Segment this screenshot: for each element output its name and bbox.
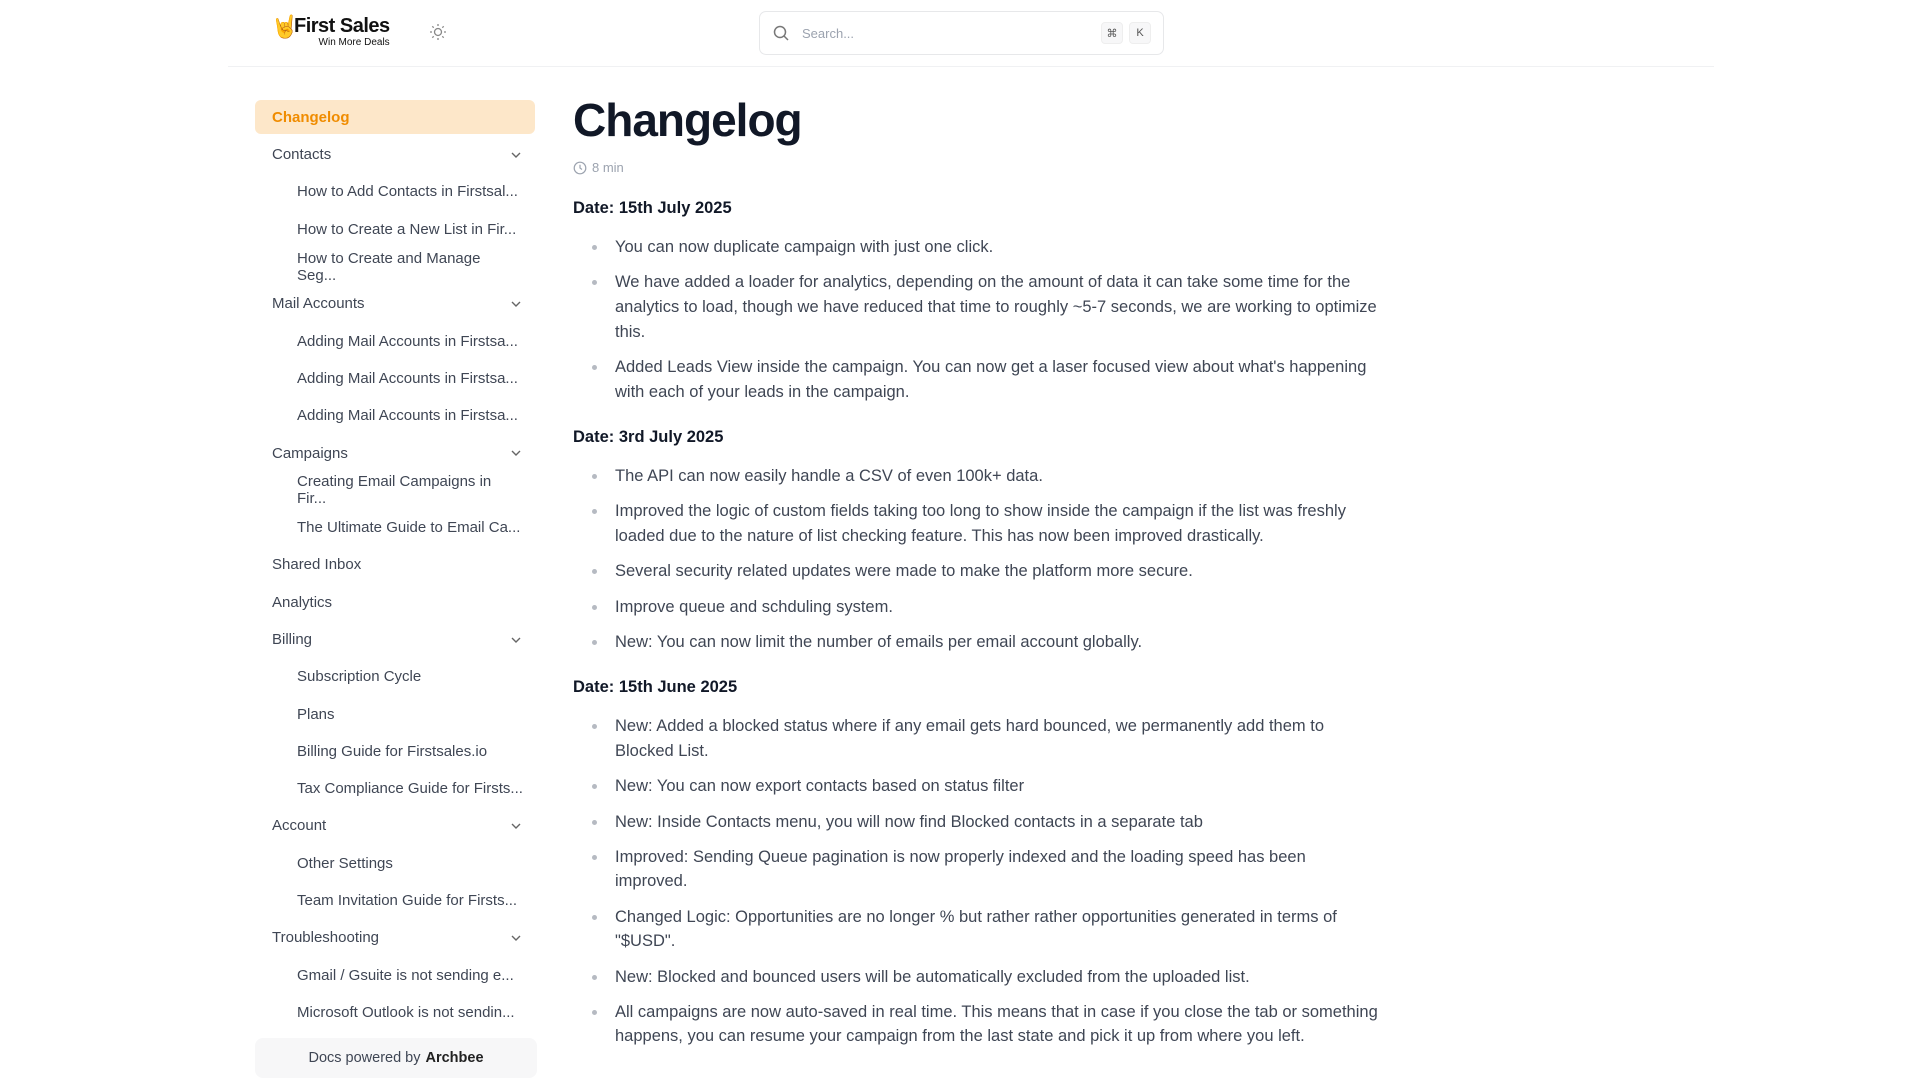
page-title: Changelog	[573, 94, 802, 146]
search-icon	[772, 24, 790, 42]
search-placeholder: Search...	[802, 25, 855, 41]
sidebar-item-label: Billing	[272, 631, 313, 648]
sidebar-item-label: Campaigns	[272, 444, 348, 462]
changelog-list	[573, 464, 1378, 654]
sidebar-item-label: Changelog	[272, 108, 350, 126]
list-item: The API can now easily handle a CSV of even 100k+ data.	[573, 464, 1378, 489]
sidebar-item[interactable]	[255, 807, 535, 844]
sidebar-item-label: Mail Accounts	[272, 295, 365, 313]
sidebar-item[interactable]	[255, 621, 535, 658]
list-item: Added Leads View inside the campaign. You can now get a laser focused view about what's happening with each of your leads in the campaign.	[573, 355, 1378, 404]
main-content	[573, 92, 1378, 1060]
sidebar-item[interactable]	[255, 882, 535, 919]
kbd-k: K	[1129, 22, 1151, 44]
logo-title: First Sales	[294, 15, 390, 37]
sidebar-item[interactable]	[255, 248, 535, 285]
sun-icon[interactable]	[428, 22, 448, 42]
sidebar-item-label: Troubleshooting	[272, 929, 380, 947]
powered-prefix: Docs powered by	[308, 1050, 421, 1066]
sidebar-item-label: Other Settings	[297, 854, 393, 872]
sidebar-item[interactable]	[255, 733, 535, 770]
sidebar-item-label: Gmail / Gsuite is not sending e...	[297, 966, 514, 984]
sidebar-item-label: Shared Inbox	[272, 556, 362, 574]
search-input[interactable]	[759, 11, 1164, 55]
sidebar-item-label: Adding Mail Accounts in Firstsa...	[297, 407, 518, 425]
list-item: Improved the logic of custom fields taking too long to show inside the campaign if the list was freshly loaded due to the nature of list checking feature. This has now been improved drastically.	[573, 499, 1378, 548]
kbd-cmd: ⌘	[1101, 22, 1123, 44]
sidebar-item[interactable]	[255, 509, 535, 546]
read-time-text: 8 min	[592, 160, 624, 175]
list-item: Improve queue and schduling system.	[573, 595, 1378, 620]
list-item: Several security related updates were made to make the platform more secure.	[573, 559, 1378, 584]
sidebar-item[interactable]	[255, 994, 535, 1031]
list-item: All campaigns are now auto-saved in real time. This means that in case if you close the tab or something happens, you can resume your campaign from the last state and pick it up from where you left.	[573, 1000, 1378, 1049]
sidebar-item-label: How to Add Contacts in Firstsal...	[297, 183, 518, 201]
sidebar-item[interactable]	[255, 136, 535, 173]
sidebar-item[interactable]	[255, 957, 535, 994]
sidebar-item[interactable]	[255, 770, 535, 807]
sidebar-item-label: Microsoft Outlook is not sendin...	[297, 1003, 515, 1021]
changelog-date: Date: 15th June 2025	[573, 678, 738, 697]
sidebar-item-label: Plans	[297, 705, 335, 723]
sidebar-item-label: Tax Compliance Guide for Firsts...	[297, 780, 523, 798]
sidebar-item[interactable]	[255, 546, 535, 583]
sidebar-item[interactable]	[255, 845, 535, 882]
sidebar-item-label: Contacts	[272, 146, 332, 164]
chevron-down-icon[interactable]	[509, 297, 523, 311]
powered-by-footer[interactable]	[255, 1038, 537, 1078]
sidebar-item[interactable]	[255, 322, 535, 359]
sidebar-item[interactable]	[255, 285, 535, 322]
sidebar-item-label: Analytics	[272, 593, 333, 611]
list-item: New: Inside Contacts menu, you will now find Blocked contacts in a separate tab	[573, 810, 1378, 835]
sidebar-item-label: Team Invitation Guide for Firsts...	[297, 892, 518, 910]
sidebar-item-label: Subscription Cycle	[297, 668, 422, 686]
sidebar-item-label: Account	[272, 817, 327, 835]
sidebar-item[interactable]	[255, 211, 535, 248]
powered-brand: Archbee	[425, 1050, 484, 1066]
sidebar-item[interactable]	[255, 100, 535, 134]
sidebar-item-label: How to Create a New List in Fir...	[297, 220, 517, 238]
clock-icon	[573, 161, 587, 175]
list-item: New: Blocked and bounced users will be automatically excluded from the uploaded list.	[573, 965, 1378, 990]
sidebar-item-label: Creating Email Campaigns in Fir...	[297, 473, 492, 508]
list-item: New: You can now limit the number of emails per email account globally.	[573, 630, 1378, 655]
list-item: You can now duplicate campaign with just one click.	[573, 235, 1378, 260]
sidebar-item-label: How to Create and Manage Seg...	[297, 249, 481, 284]
sidebar-item[interactable]	[255, 397, 535, 434]
sidebar-item-label: The Ultimate Guide to Email Ca...	[297, 519, 521, 537]
sidebar-item[interactable]	[255, 173, 535, 210]
rock-hand-icon: 🤘	[271, 14, 299, 39]
logo[interactable]	[271, 16, 390, 48]
changelog-list	[573, 714, 1378, 1049]
changelog-date: Date: 15th July 2025	[573, 199, 732, 217]
chevron-down-icon[interactable]	[509, 931, 523, 945]
sidebar-item[interactable]	[255, 695, 535, 732]
sidebar-item[interactable]	[255, 472, 535, 509]
list-item: Improved: Sending Queue pagination is now properly indexed and the loading speed has been improved.	[573, 845, 1378, 894]
sidebar-item-label: Billing Guide for Firstsales.io	[297, 742, 488, 760]
chevron-down-icon[interactable]	[509, 633, 523, 647]
sidebar-item[interactable]	[255, 919, 535, 956]
sidebar-item[interactable]	[255, 584, 535, 621]
chevron-down-icon[interactable]	[509, 446, 523, 460]
list-item: Changed Logic: Opportunities are no longer % but rather rather opportunities generated in terms of "$USD".	[573, 905, 1378, 954]
changelog-date: Date: 3rd July 2025	[573, 428, 724, 447]
top-header	[228, 0, 1714, 67]
sidebar-nav	[255, 100, 535, 1031]
logo-tagline: Win More Deals	[318, 37, 390, 48]
chevron-down-icon[interactable]	[509, 819, 523, 833]
list-item: New: Added a blocked status where if any email gets hard bounced, we permanently add them to Blocked List.	[573, 714, 1378, 763]
read-time	[573, 160, 1378, 175]
sidebar-item-label: Adding Mail Accounts in Firstsa...	[297, 332, 518, 350]
changelog-list	[573, 235, 1378, 404]
list-item: New: You can now export contacts based on status filter	[573, 774, 1378, 799]
chevron-down-icon[interactable]	[509, 148, 523, 162]
sidebar-item-label: Adding Mail Accounts in Firstsa...	[297, 369, 518, 387]
sidebar-item[interactable]	[255, 658, 535, 695]
list-item: We have added a loader for analytics, depending on the amount of data it can take some time for the analytics to load, though we have reduced that time to roughly ~5-7 seconds, we are working to optimize this.	[573, 270, 1378, 344]
sidebar-item[interactable]	[255, 360, 535, 397]
sidebar-item[interactable]	[255, 434, 535, 471]
